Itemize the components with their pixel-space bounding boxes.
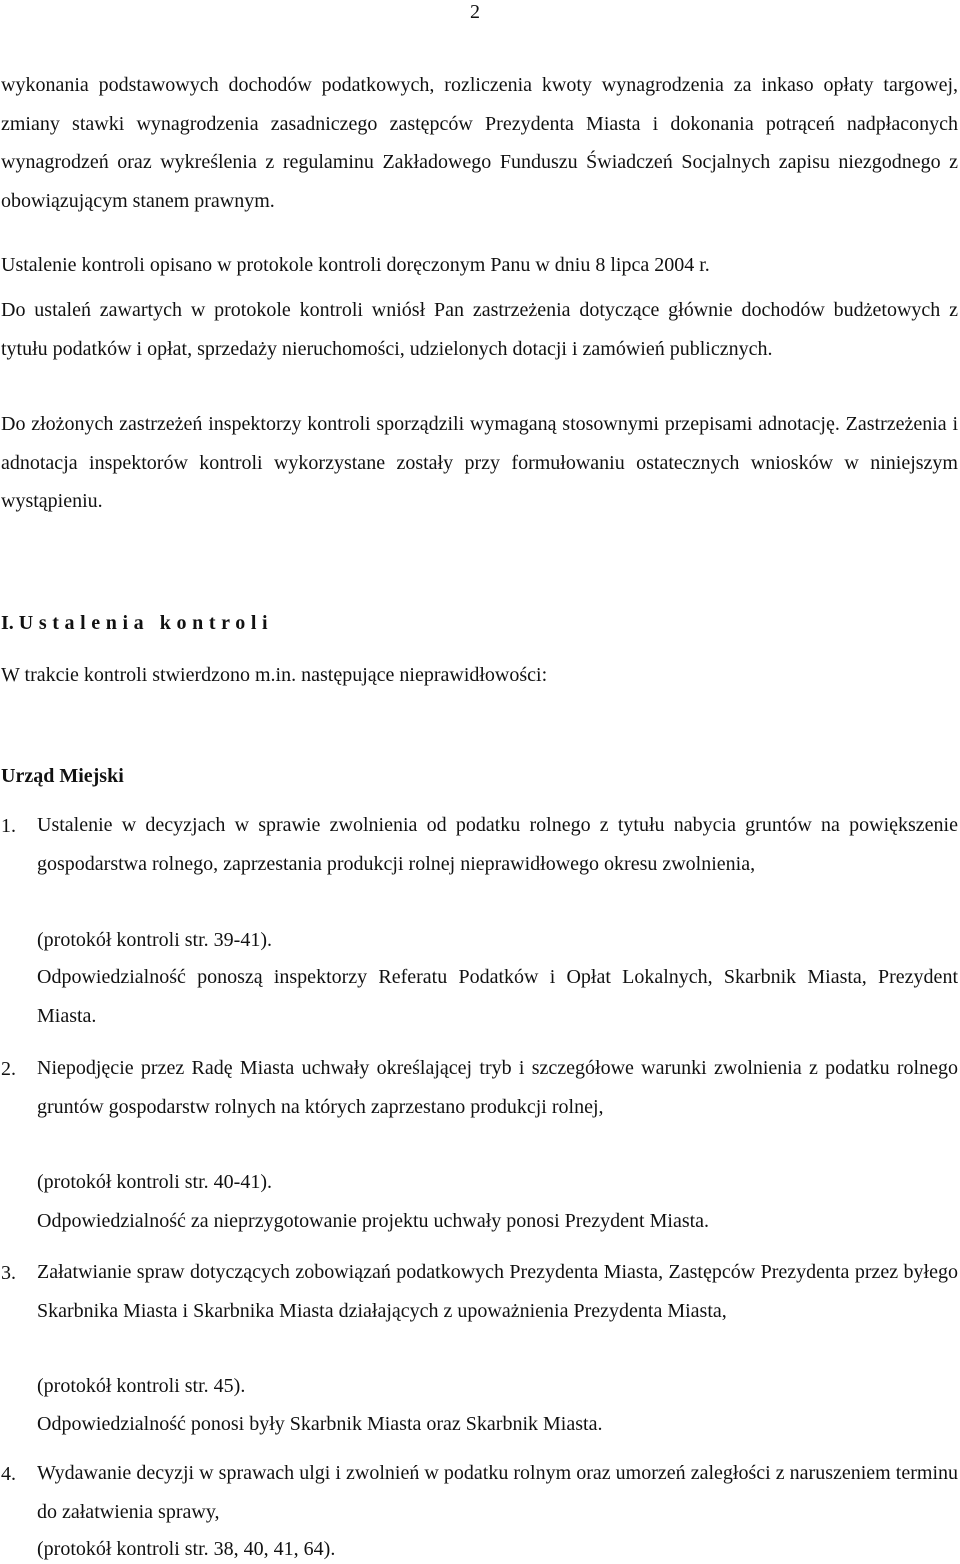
intro-paragraph-1: wykonania podstawowych dochodów podatkowych, rozliczenia kwoty wynagrodzenia za inkaso opłaty targowej, zmiany stawki wynagrodzenia zasadniczego zastępców Prezydenta Miasta i dokonania potrąceń nadpłaconych wynagrodzeń oraz wykreślenia z regulaminu Zakładowego Funduszu Świadczeń Socjalnych zapisu niezgodnego z obowiązującym stanem prawnym. <box>1 74 958 212</box>
intro-paragraph-2: Ustalenie kontroli opisano w protokole kontroli doręczonym Panu w dniu 8 lipca 2004 r. <box>1 254 710 276</box>
section-subtitle: W trakcie kontroli stwierdzono m.in. następujące nieprawidłowości: <box>1 664 548 686</box>
item-1-text: Ustalenie w decyzjach w sprawie zwolnienia od podatku rolnego z tytułu nabycia gruntów na powiększenie gospodarstwa rolnego, zaprzestania produkcji rolnej nieprawidłowego okresu zwolnienia, <box>37 814 958 875</box>
item-3-responsibility: Odpowiedzialność ponosi były Skarbnik Miasta oraz Skarbnik Miasta. <box>37 1413 603 1435</box>
item-3-number: 3. <box>1 1262 16 1284</box>
section-heading-prefix: I. <box>1 612 14 634</box>
intro-paragraph-3: Do ustaleń zawartych w protokole kontroli wniósł Pan zastrzeżenia dotyczące głównie dochodów budżetowych z tytułu podatków i opłat, sprzedaży nieruchomości, udzielonych dotacji i zamówień publicznych. <box>1 299 958 360</box>
section-heading <box>1 612 273 635</box>
item-2-text: Niepodjęcie przez Radę Miasta uchwały określającej tryb i szczegółowe warunki zwolnienia z podatku rolnego gruntów gospodarstw rolnych na których zaprzestano produkcji rolnej, <box>37 1057 958 1118</box>
unit-heading: Urząd Miejski <box>1 765 124 787</box>
page-number: 2 <box>470 1 480 23</box>
item-1-number: 1. <box>1 815 16 837</box>
item-2-responsibility: Odpowiedzialność za nieprzygotowanie projektu uchwały ponosi Prezydent Miasta. <box>37 1210 710 1232</box>
item-1-protocol: (protokół kontroli str. 39-41). <box>37 929 272 951</box>
item-1-responsibility: Odpowiedzialność ponoszą inspektorzy Referatu Podatków i Opłat Lokalnych, Skarbnik Miasta, Prezydent Miasta. <box>37 966 958 1027</box>
item-4-text: Wydawanie decyzji w sprawach ulgi i zwolnień w podatku rolnym oraz umorzeń zaległości z naruszeniem terminu do załatwienia sprawy, <box>37 1462 958 1523</box>
item-3-protocol: (protokół kontroli str. 45). <box>37 1375 246 1397</box>
item-4-number: 4. <box>1 1463 16 1485</box>
section-heading-title: Ustalenia kontroli <box>18 612 274 634</box>
item-2-number: 2. <box>1 1058 16 1080</box>
item-2-protocol: (protokół kontroli str. 40-41). <box>37 1171 272 1193</box>
intro-paragraph-4: Do złożonych zastrzeżeń inspektorzy kontroli sporządzili wymaganą stosownymi przepisami adnotację. Zastrzeżenia i adnotacja inspektorów kontroli wykorzystane zostały przy formułowaniu ostatecznych wniosków w niniejszym wystąpieniu. <box>1 413 958 512</box>
item-4-protocol: (protokół kontroli str. 38, 40, 41, 64). <box>37 1538 336 1560</box>
item-3-text: Załatwianie spraw dotyczących zobowiązań podatkowych Prezydenta Miasta, Zastępców Prezydenta przez byłego Skarbnika Miasta i Skarbnika Miasta działających z upoważnienia Prezydenta Miasta, <box>37 1261 958 1322</box>
